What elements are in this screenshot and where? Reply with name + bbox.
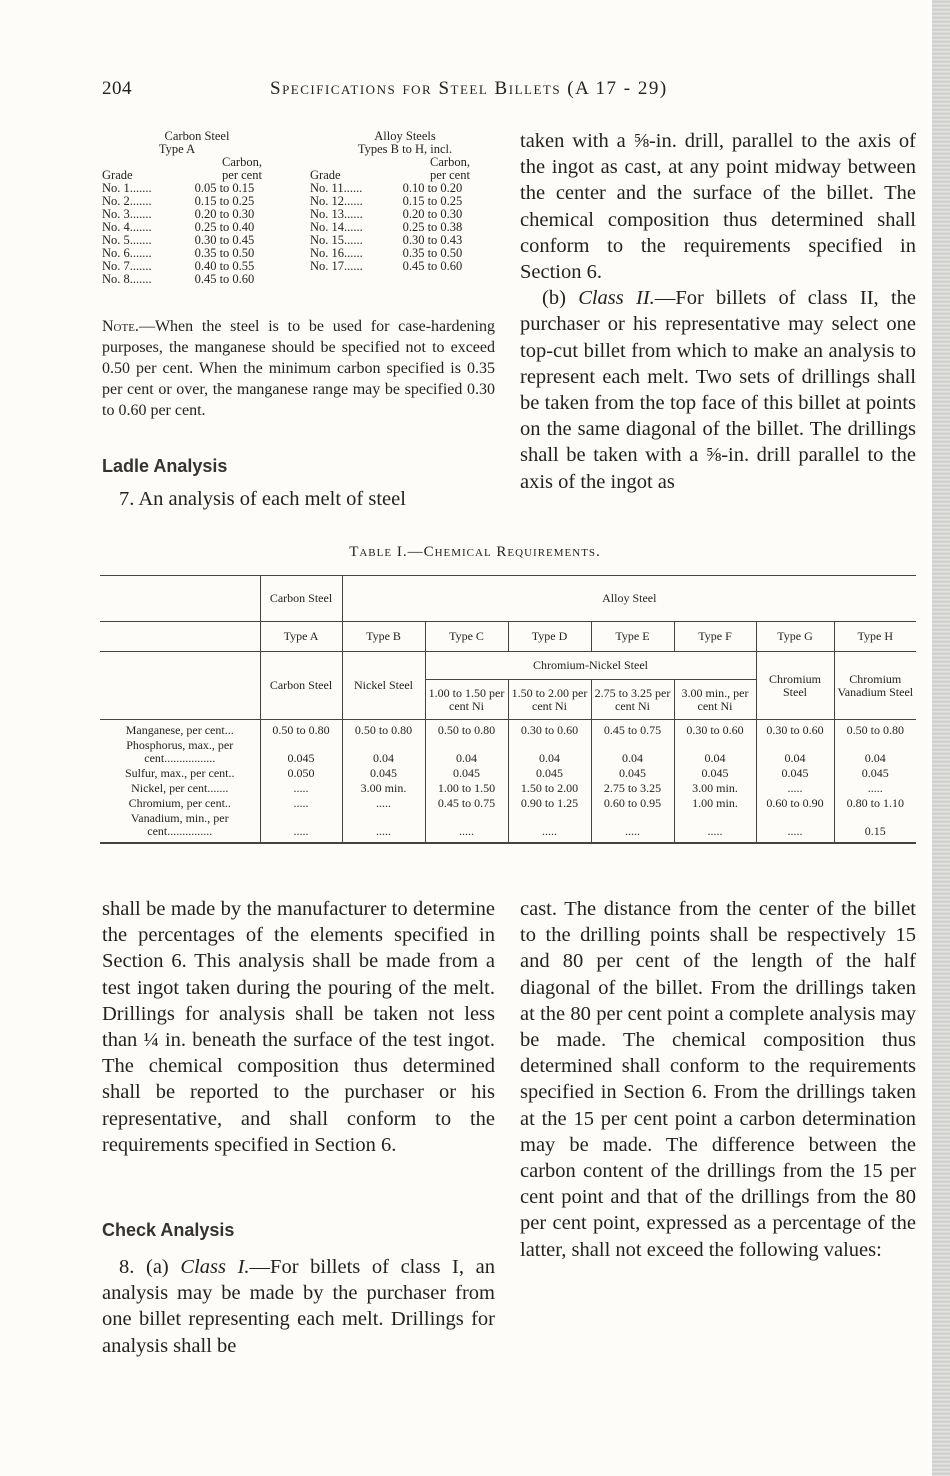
alloy-heading: Alloy Steels [374,129,436,143]
carbon-range: 0.05 to 0.15 [194,181,255,195]
table-cell: 0.045 [260,738,342,766]
type-h-head: Type H [834,622,916,652]
table-cell: 3.00 min. [342,781,425,796]
alloy-grade-rows [310,182,500,273]
grade-number: No. 6....... [102,247,152,260]
ladle-continued: shall be made by the manufacturer to determine the percentages of the elements specified in Section 6. This analysis shall be made from a test ingot taken during the pouring of the melt. Drillings for analysis shall be taken not less than ¼ in. beneath the surface of the test ingot. The chemical composition thus determined shall be reported to the purchaser or his representative, and shall conform to the requirements specified in Section 6. [102,898,495,1156]
kind-g: Chromium Steel [756,652,834,720]
table-cell: 3.00 min. [674,781,756,796]
kind-b: Nickel Steel [342,652,425,720]
element-label: Manganese, per cent... [125,723,234,737]
grade-number: No. 13...... [310,208,363,221]
table-cell: 0.045 [342,766,425,781]
kind-e: 2.75 to 3.25 per cent Ni [591,680,674,720]
kind-f: 3.00 min., per cent Ni [674,680,756,720]
class2-label: Class II. [578,287,655,310]
alloy-steel-head: Alloy Steel [342,576,916,622]
table-cell: ..... [342,811,425,843]
carbon-range: 0.20 to 0.30 [194,207,255,221]
grade-number: No. 7....... [102,260,152,273]
table-cell: ..... [425,811,508,843]
table-row [100,766,916,781]
note-label: Note. [102,318,139,335]
table-cell: ..... [674,811,756,843]
table-cell: 0.60 to 0.95 [591,796,674,811]
ladle-analysis-heading: Ladle Analysis [102,456,228,476]
table-cell: 0.04 [834,738,916,766]
class2-text: —For billets of class II, the purchaser or his representative may select one top-cut billet from which to make an analysis to represent each melt. Two sets of drillings shall be taken from the top face of this billet at points on the same diagonal of the billet. The drillings shall be taken with a ⅝-in. drill parallel to the axis of the ingot as [520,287,916,493]
scan-edge [932,0,950,1476]
grade-number: No. 12...... [310,195,363,208]
alloy-col-label-2: per cent [430,168,470,182]
table-cell: ..... [260,811,342,843]
kind-d: 1.50 to 2.00 per cent Ni [508,680,591,720]
type-a-head: Type A [260,622,342,652]
table-cell: 0.60 to 0.90 [756,796,834,811]
check-analysis-text [102,1254,495,1359]
element-label: Phosphorus, max., per cent................. [126,738,234,765]
kind-c: 1.00 to 1.50 per cent Ni [425,680,508,720]
right-top-text [520,128,916,495]
carbon-range: 0.25 to 0.40 [194,220,255,234]
table-cell: 0.04 [591,738,674,766]
alloy-grade-row [310,260,500,273]
table-cell: ..... [260,781,342,796]
table-cell: ..... [756,811,834,843]
table-row [100,796,916,811]
element-label: Nickel, per cent....... [131,781,229,795]
table-cell: 0.04 [674,738,756,766]
chromium-nickel-head: Chromium-Nickel Steel [425,652,756,680]
table-row [100,811,916,843]
alloy-grade-label: Grade [310,168,341,182]
table-row [100,781,916,796]
carbon-type-heading: Type A [158,142,196,156]
carbon-range: 0.20 to 0.30 [402,207,463,221]
table-cell: 0.50 to 0.80 [260,720,342,739]
table-cell: 0.45 to 0.75 [591,720,674,739]
page-number: 204 [102,78,132,99]
type-e-head: Type E [591,622,674,652]
check-prefix: 8. (a) [119,1256,181,1278]
type-g-head: Type G [756,622,834,652]
table-cell: 2.75 to 3.25 [591,781,674,796]
table-row [100,720,916,739]
table-cell: 0.30 to 0.60 [674,720,756,739]
carbon-range: 0.15 to 0.25 [402,194,463,208]
table-cell: 1.00 to 1.50 [425,781,508,796]
carbon-range: 0.30 to 0.45 [194,233,255,247]
table-cell: 0.050 [260,766,342,781]
alloy-col-label-1: Carbon, [430,155,470,169]
table-cell: 0.50 to 0.80 [342,720,425,739]
table-cell: 0.45 to 0.75 [425,796,508,811]
carbon-range: 0.35 to 0.50 [402,246,463,260]
carbon-range: 0.45 to 0.60 [194,272,255,286]
grade-number: No. 16...... [310,247,363,260]
type-b-head: Type B [342,622,425,652]
table-cell: 0.045 [834,766,916,781]
carbon-heading: Carbon Steel [164,129,230,143]
table-cell: 1.50 to 2.00 [508,781,591,796]
carbon-grade-label: Grade [102,168,133,182]
table-cell: 0.50 to 0.80 [834,720,916,739]
table-cell: 0.80 to 1.10 [834,796,916,811]
grade-number: No. 3....... [102,208,152,221]
grade-number: No. 14...... [310,221,363,234]
grade-number: No. 2....... [102,195,152,208]
kind-a: Carbon Steel [260,652,342,720]
table-row [100,738,916,766]
carbon-range: 0.10 to 0.20 [402,181,463,195]
carbon-range: 0.25 to 0.38 [402,220,463,234]
ladle-intro: 7. An analysis of each melt of steel [119,488,406,510]
table-cell: ..... [260,796,342,811]
carbon-grade-table [102,130,292,286]
table-cell: ..... [756,781,834,796]
type-c-head: Type C [425,622,508,652]
class1-text: —For billets of class I, an analysis may be made by the purchaser from one billet representing each melt. Drillings for analysis shall be [102,1256,495,1357]
table-cell: 0.045 [591,766,674,781]
chem-data-rows [100,720,916,844]
note-paragraph [102,316,495,421]
carbon-col-label-2: per cent [222,168,262,182]
table-cell: 0.045 [425,766,508,781]
table-cell: ..... [508,811,591,843]
running-title: Specifications for Steel Billets (A 17 - 29) [270,78,668,99]
table-cell: 0.04 [425,738,508,766]
table-cell: 0.045 [674,766,756,781]
table-cell: 0.045 [508,766,591,781]
grade-number: No. 4....... [102,221,152,234]
right-bottom-text: cast. The distance from the center of the billet to the drilling points shall be respectively 15 and 80 per cent of the length of the half diagonal of the billet. From the drillings taken at the 80 per cent point a complete analysis may be made. The chemical composition thus determined shall conform to the requirements specified in Section 6. From the drillings taken at the 15 per cent point a carbon determination may be made. The difference between the carbon content of the drillings from the 15 per cent point and that of the drillings from the 80 per cent point, expressed as a percentage of the latter, shall not exceed the following values: [520,898,916,1261]
grade-number: No. 5....... [102,234,152,247]
carbon-range: 0.35 to 0.50 [194,246,255,260]
table-cell: ..... [834,781,916,796]
alloy-type-heading: Types B to H, incl. [357,142,453,156]
table-cell: 0.30 to 0.60 [508,720,591,739]
table-cell: ..... [591,811,674,843]
carbon-range: 0.40 to 0.55 [194,259,255,273]
class2-prefix: (b) [542,287,579,310]
type-f-head: Type F [674,622,756,652]
carbon-col-label-1: Carbon, [222,155,262,169]
table-cell: 0.045 [756,766,834,781]
carbon-grade-rows [102,182,292,286]
table-cell: 0.04 [342,738,425,766]
carbon-range: 0.30 to 0.43 [402,233,463,247]
check-analysis-heading: Check Analysis [102,1220,235,1240]
table-cell: ..... [342,796,425,811]
carbon-grade-row [102,273,292,286]
table-cell: 0.04 [756,738,834,766]
carbon-steel-head: Carbon Steel [260,576,342,622]
carbon-range: 0.45 to 0.60 [402,259,463,273]
table-cell: 1.00 min. [674,796,756,811]
blank-head [100,576,260,622]
table-cell: 0.30 to 0.60 [756,720,834,739]
type-d-head: Type D [508,622,591,652]
element-label: Sulfur, max., per cent.. [125,766,235,780]
grade-number: No. 17...... [310,260,363,273]
grade-number: No. 15...... [310,234,363,247]
element-label: Chromium, per cent.. [128,796,231,810]
grade-number: No. 1....... [102,182,152,195]
alloy-grade-table [310,130,500,273]
note-text: —When the steel is to be used for case-hardening purposes, the manganese should be specified not to exceed 0.50 per cent. When the minimum carbon specified is 0.35 per cent or over, the manganese range may be specified 0.30 to 0.60 per cent. [102,318,495,419]
kind-h: Chromium Vanadium Steel [834,652,916,720]
table-cell: 0.15 [834,811,916,843]
table-caption: Table I.—Chemical Requirements. [349,544,601,560]
table-cell: 0.04 [508,738,591,766]
grade-number: No. 8....... [102,273,152,286]
table-cell: 0.90 to 1.25 [508,796,591,811]
carbon-range: 0.15 to 0.25 [194,194,255,208]
grade-number: No. 11...... [310,182,363,195]
class1-continued-text: taken with a ⅝-in. drill, parallel to the axis of the ingot as cast, at any point midway between the center and the surface of the billet. The chemical composition thus determined shall conform to the requirements specified in Section 6. [520,130,916,284]
table-cell: 0.50 to 0.80 [425,720,508,739]
element-label: Vanadium, min., per cent............... [100,811,260,843]
chemical-requirements-table [100,575,916,844]
class1-label: Class I. [180,1256,250,1278]
